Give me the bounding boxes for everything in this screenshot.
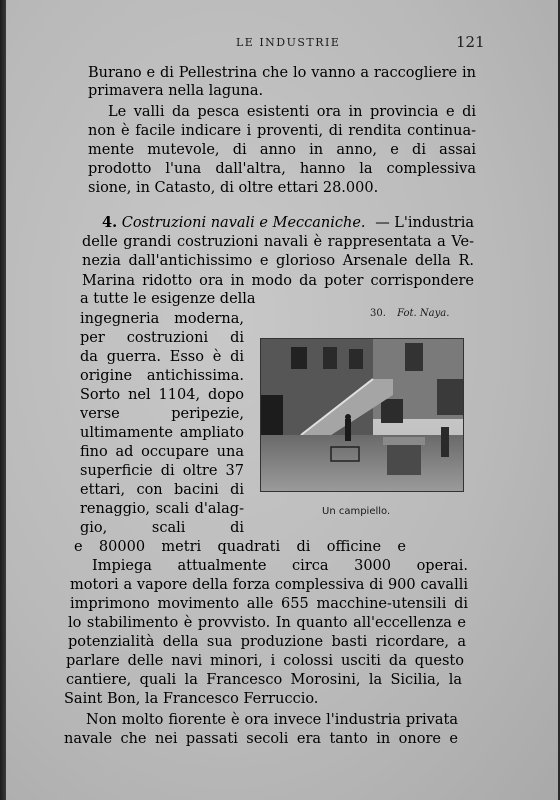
text-line: e 80000 metri quadrati di officine e	[74, 539, 406, 555]
text-line: renaggio, scali d'alag-	[80, 501, 244, 517]
text-line: nezia dall'antichissimo e glorioso Arsenale della R.	[82, 253, 474, 269]
text-line: Saint Bon, la Francesco Ferruccio.	[64, 691, 319, 707]
text-line: Burano e di Pellestrina che lo vanno a raccogliere in	[88, 65, 476, 81]
text-line: da guerra. Esso è di	[80, 349, 244, 365]
text-line: Non molto fiorente è ora invece l'industria privata	[86, 712, 458, 728]
text-line: imprimono movimento alle 655 macchine-utensili di	[70, 596, 468, 612]
text-line: lo stabilimento è provvisto. In quanto all'eccellenza e	[68, 615, 466, 631]
figure-label	[370, 308, 449, 319]
text-line: ultimamente ampliato	[80, 425, 244, 441]
text-line: a tutte le esigenze della	[80, 291, 256, 307]
text-line: fino ad occupare una	[80, 444, 244, 460]
section-heading	[102, 214, 474, 232]
section-number: 4.	[102, 214, 118, 231]
text-line: Impiega attualmente circa 3000 operai.	[92, 558, 468, 574]
text-line: mente mutevole, di anno in anno, e di assai	[88, 142, 476, 158]
text-line: ingegneria moderna,	[80, 311, 244, 327]
text-line: parlare delle navi minori, i colossi usciti da questo	[66, 653, 464, 669]
text-line: navale che nei passati secoli era tanto in onore e	[64, 731, 458, 747]
text-line: delle grandi costruzioni navali è rappresentata a Ve-	[82, 234, 474, 250]
section-title: Costruzioni navali e Meccaniche.	[121, 215, 366, 231]
text-line: Le valli da pesca esistenti ora in provincia e di	[108, 104, 476, 120]
text-line: per costruzioni di	[80, 330, 244, 346]
figure-credit: Fot. Naya.	[397, 308, 450, 319]
text-line: Marina ridotto ora in modo da poter corrispondere	[82, 273, 474, 289]
text-line: gio, scali di	[80, 520, 244, 536]
figure-number: 30.	[370, 308, 386, 319]
text-line: Sorto nel 1104, dopo	[80, 387, 244, 403]
section-heading-rest: — L'industria	[375, 215, 474, 231]
text-line: primavera nella laguna.	[88, 83, 264, 99]
text-line: motori a vapore della forza complessiva di 900 cavalli	[70, 577, 468, 593]
running-head-title: LE INDUSTRIE	[236, 36, 341, 49]
text-line: cantiere, quali la Francesco Morosini, la Sicilia, la	[66, 672, 462, 688]
text-line: origine antichissima.	[80, 368, 244, 384]
campiello-photo-icon	[261, 339, 463, 491]
figure-caption: Un campiello.	[322, 506, 391, 517]
text-line: superficie di oltre 37	[80, 463, 244, 479]
text-line: sione, in Catasto, di oltre ettari 28.000.	[88, 180, 379, 196]
figure-photo	[260, 338, 464, 492]
text-line: verse peripezie,	[80, 406, 244, 422]
text-line: non è facile indicare i proventi, di rendita continua-	[88, 123, 476, 139]
text-line: prodotto l'una dall'altra, hanno la complessiva	[88, 161, 476, 177]
text-line: ettari, con bacini di	[80, 482, 244, 498]
page-number: 121	[456, 33, 485, 51]
text-line: potenzialità della sua produzione basti ricordare, a	[68, 634, 466, 650]
